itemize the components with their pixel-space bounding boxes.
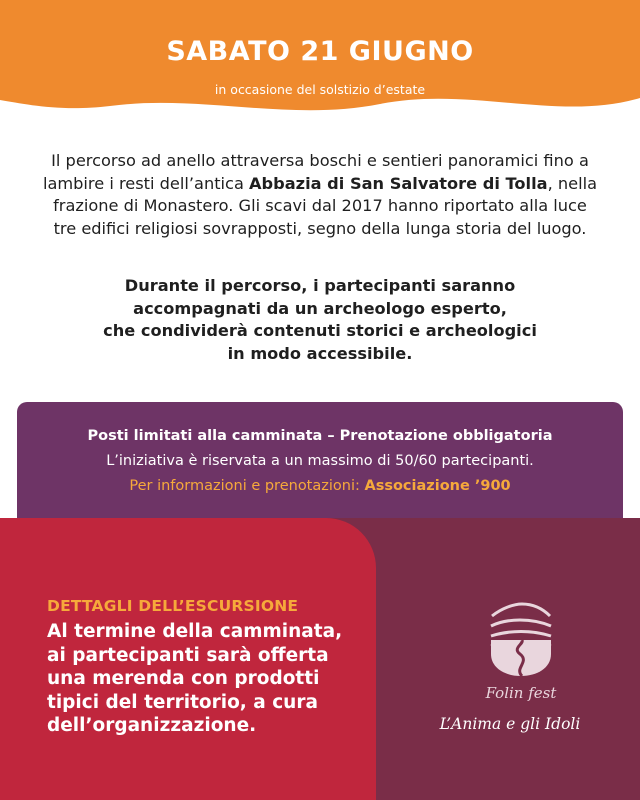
event-date: SABATO 21 GIUGNO bbox=[166, 36, 474, 67]
guide-line: Durante il percorso, i partecipanti saranno bbox=[124, 276, 516, 295]
details-text bbox=[47, 620, 367, 738]
logo-wordmark: Folin fest bbox=[485, 684, 557, 702]
guide-paragraph bbox=[40, 275, 600, 365]
abbey-name: Abbazia di San Salvatore di Tolla bbox=[249, 173, 548, 193]
booking-title: Posti limitati alla camminata – Prenotazione obbligatoria bbox=[87, 428, 553, 444]
event-subtitle: in occasione del solstizio d’estate bbox=[214, 82, 426, 97]
booking-panel bbox=[17, 402, 623, 527]
details-line: ai partecipanti sarà offerta bbox=[47, 644, 329, 666]
association-link[interactable]: Associazione ’900 bbox=[364, 478, 511, 494]
intro-text-part1: Il percorso ad anello attraversa boschi e sentieri panoramici fino a lambire i resti dell’antica bbox=[42, 151, 589, 193]
intro-text-part2: , nella frazione di Monastero. Gli scavi dal 2017 hanno riportato alla luce tre edifici religiosi sovrapposti, segno della lunga storia del luogo. bbox=[53, 173, 598, 238]
guide-line: che condividerà contenuti storici e archeologici bbox=[103, 321, 537, 340]
logo-graphic bbox=[462, 590, 582, 710]
details-line: tipici del territorio, a cura bbox=[47, 691, 318, 713]
folin-fest-logo-icon bbox=[462, 590, 582, 710]
booking-info bbox=[17, 478, 623, 494]
booking-capacity: L’iniziativa è riservata a un massimo di 50/60 partecipanti. bbox=[106, 453, 534, 469]
header-banner bbox=[0, 0, 640, 125]
details-line: una merenda con prodotti bbox=[47, 668, 320, 689]
booking-info-label: Per informazioni e prenotazioni: bbox=[129, 478, 365, 494]
guide-line: in modo accessibile. bbox=[227, 343, 413, 363]
logo-tagline: L’Anima e gli Idoli bbox=[439, 715, 581, 733]
details-line: dell’organizzazione. bbox=[47, 715, 257, 736]
intro-paragraph bbox=[40, 150, 600, 240]
guide-line: accompagnati da un archeologo esperto, bbox=[133, 298, 507, 318]
details-title: DETTAGLI DELL’ESCURSIONE bbox=[47, 597, 299, 615]
details-line: Al termine della camminata, bbox=[47, 621, 343, 642]
